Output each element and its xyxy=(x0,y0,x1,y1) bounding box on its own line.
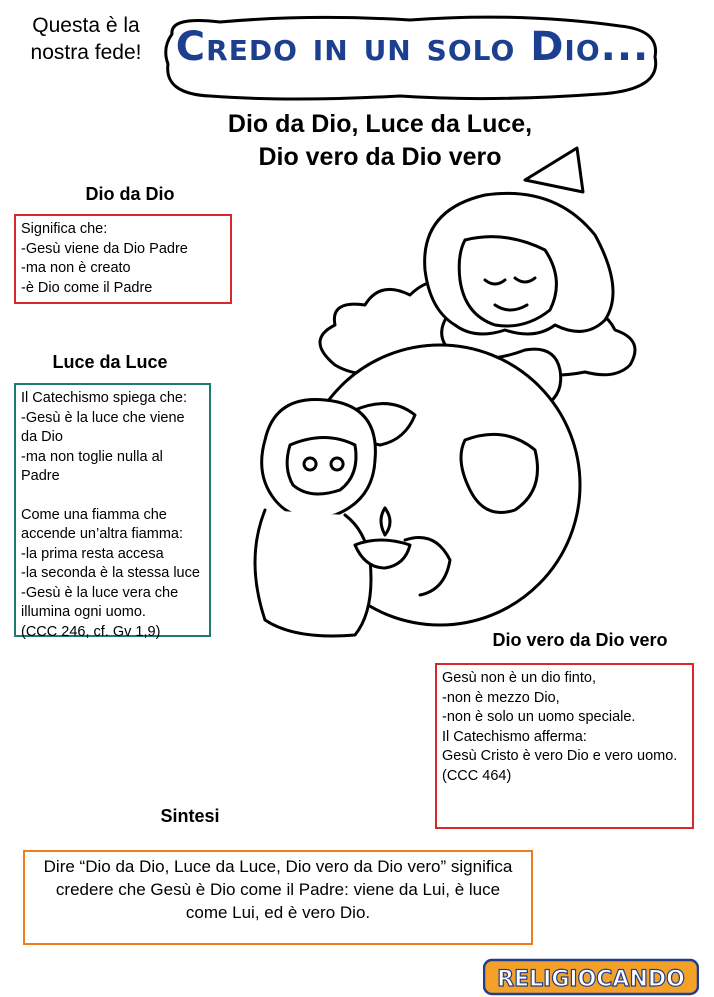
sintesi-text: Dire “Dio da Dio, Luce da Luce, Dio vero da Dio vero” significa credere che Gesù è Dio come il Padre: viene da Lui, è luce come Lui, ed è vero Dio. xyxy=(43,857,513,922)
box2-line-2: -Gesù è la luce che viene da Dio xyxy=(21,409,185,445)
box2-line-1: Il Catechismo spiega che: xyxy=(21,390,188,406)
heading-dio-da-dio: Dio da Dio xyxy=(85,184,175,204)
child-face-icon xyxy=(287,438,356,495)
heading-sintesi: Sintesi xyxy=(160,806,220,826)
religiocando-logo xyxy=(483,958,699,996)
box-sintesi xyxy=(23,850,533,945)
box1-line-2: -Gesù viene da Dio Padre xyxy=(21,240,188,257)
box1-line-3: -ma non è creato xyxy=(21,260,131,276)
heading-luce-da-luce: Luce da Luce xyxy=(52,352,168,372)
box2-line-5: -la prima resta accesa xyxy=(21,545,164,562)
trinity-triangle-icon xyxy=(525,148,583,192)
banner-title: Credo in un solo Dio... xyxy=(175,24,650,70)
box2-line-8: (CCC 246, cf. Gv 1,9) xyxy=(21,623,161,640)
box3-line-4: Il Catechismo afferma: xyxy=(442,728,587,745)
box-dio-da-dio xyxy=(14,214,232,304)
box3-line-6: (CCC 464) xyxy=(442,767,512,784)
heading-dio-vero: Dio vero da Dio vero xyxy=(492,630,668,650)
child-body-icon xyxy=(255,510,371,636)
box2-line-4: Come una fiamma che accende un’altra fiamma: xyxy=(21,506,183,542)
box1-line-4: -è Dio come il Padre xyxy=(21,279,153,296)
box3-line-5: Gesù Cristo è vero Dio e vero uomo. xyxy=(442,748,678,764)
subtitle-line-1: Dio da Dio, Luce da Luce, xyxy=(227,110,533,138)
box3-line-3: -non è solo un uomo speciale. xyxy=(442,709,636,725)
box3-line-1: Gesù non è un dio finto, xyxy=(442,670,596,686)
subtitle-line-2: Dio vero da Dio vero xyxy=(258,143,502,171)
box2-line-6: -la seconda è la stessa luce xyxy=(21,565,200,581)
box-luce-da-luce xyxy=(14,383,211,640)
illustration-jesus-and-earth xyxy=(205,140,675,660)
box2-line-7: -Gesù è la luce vera che illumina ogni uomo. xyxy=(21,584,179,620)
flame-icon xyxy=(381,508,390,535)
jesus-face-icon xyxy=(459,237,556,326)
box2-line-3: -ma non toglie nulla al Padre xyxy=(21,448,163,484)
svg-text:RELIGIOCANDO: RELIGIOCANDO xyxy=(497,967,685,992)
intro-line-2: nostra fede! xyxy=(30,41,142,64)
box-dio-vero xyxy=(435,663,694,829)
intro-line-1: Questa è la xyxy=(32,14,140,37)
box3-line-2: -non è mezzo Dio, xyxy=(442,689,560,706)
box1-line-1: Significa che: xyxy=(21,221,108,237)
intro-text xyxy=(16,12,156,66)
